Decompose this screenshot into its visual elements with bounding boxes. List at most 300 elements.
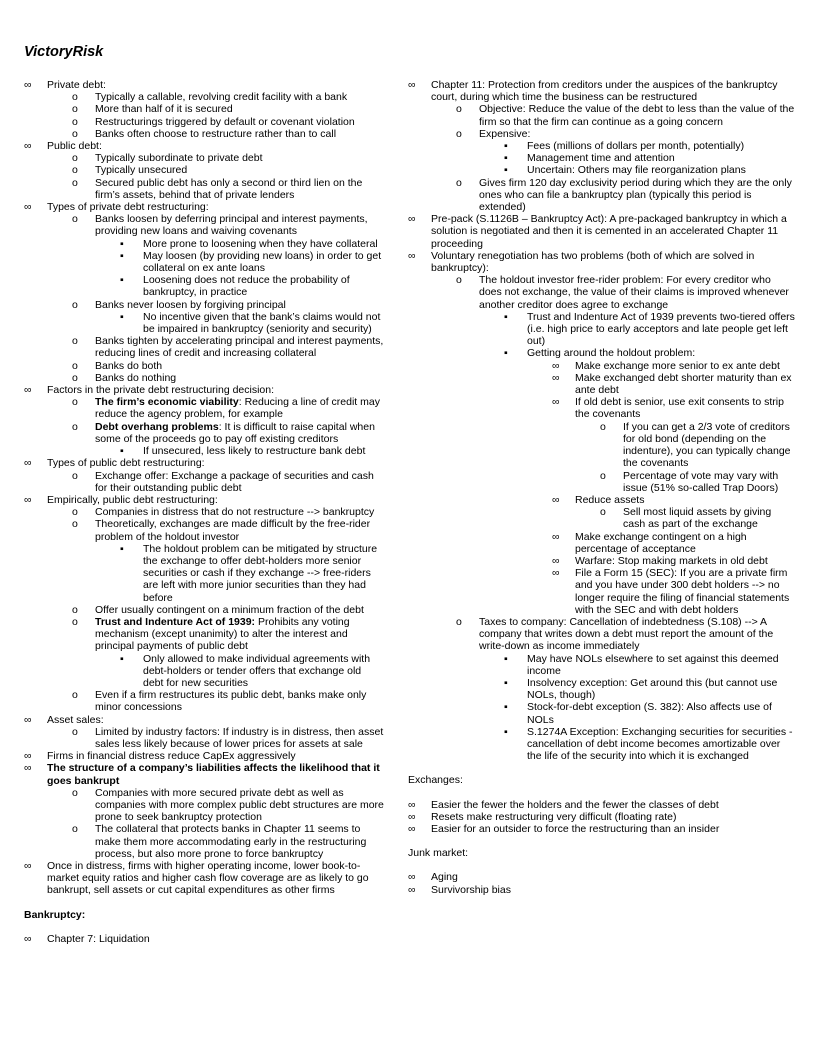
item-text: Make exchange more senior to ex ante debt — [575, 359, 780, 372]
list-item-text — [527, 653, 779, 677]
bullet-marker: ∞ — [408, 249, 416, 262]
bullet-marker: o — [72, 725, 78, 738]
list-item — [120, 250, 384, 274]
list-item — [408, 871, 796, 883]
list-item-text — [575, 555, 768, 567]
bold-term: Debt overhang problems — [95, 420, 219, 433]
list-item — [504, 677, 796, 701]
item-text: Secured public debt has only a second or third lien on the firm’s assets, behind that of private lenders — [95, 176, 363, 201]
item-text: Expensive: — [479, 127, 531, 140]
list-item-text — [95, 787, 384, 823]
list-item — [504, 311, 796, 348]
list-item-text — [143, 250, 381, 274]
list-item-text — [95, 396, 380, 420]
item-text: Banks tighten by accelerating principal and interest payments, reducing lines of credit and increasing collateral — [95, 335, 384, 360]
item-text: Banks do both — [95, 359, 163, 372]
bullet-marker: o — [72, 115, 78, 128]
bullet-list — [456, 103, 796, 213]
list-item-text — [95, 335, 383, 359]
list-item-text — [95, 470, 374, 494]
list-item — [408, 823, 796, 835]
bullet-marker: ▪ — [120, 310, 124, 323]
list-item-text — [143, 311, 380, 335]
list-item — [24, 933, 384, 945]
list-item — [72, 177, 384, 201]
list-item — [408, 811, 796, 823]
list-item — [600, 470, 796, 494]
bullet-marker: ▪ — [504, 152, 508, 165]
item-text: Firms in financial distress reduce CapEx aggressively — [47, 750, 296, 763]
item-text: Banks often choose to restructure rather than to call — [95, 127, 337, 140]
item-text: The holdout investor free-rider problem: For every creditor who does not exchange, the value of their claims is improved whenever another creditor does agree to exchange — [479, 274, 789, 311]
bullet-marker: ∞ — [552, 493, 560, 506]
item-text: Make exchange contingent on a high percentage of acceptance — [575, 530, 747, 555]
bullet-marker: o — [456, 103, 462, 116]
bullet-marker: ▪ — [120, 237, 124, 250]
list-item — [504, 152, 796, 164]
item-text: Fees (millions of dollars per month, potentially) — [527, 140, 745, 153]
list-item — [504, 701, 796, 725]
bold-term: The firm’s economic viability — [95, 396, 239, 409]
list-item-text — [479, 177, 792, 213]
bullet-list — [24, 79, 384, 897]
item-text: Offer usually contingent on a minimum fraction of the debt — [95, 603, 364, 616]
list-item — [24, 714, 384, 751]
list-item — [552, 396, 796, 494]
bullet-list — [120, 311, 384, 335]
list-item — [72, 787, 384, 824]
list-item — [24, 494, 384, 714]
item-text: Typically unsecured — [95, 164, 188, 177]
bold-term: Trust and Indenture Act of 1939: — [95, 615, 256, 628]
item-text: Pre-pack (S.1126B – Bankruptcy Act): A pre-packaged bankruptcy in which a solution is negotiated and then it is cemented in an accelerated Chapter 11 proceeding — [431, 213, 787, 250]
bullet-marker: o — [72, 103, 78, 116]
list-item — [552, 360, 796, 372]
bullet-marker: o — [72, 371, 78, 384]
item-text: Factors in the private debt restructuring decision: — [47, 384, 275, 397]
list-item-text — [575, 567, 789, 616]
item-text: No incentive given that the bank’s claims would not be impaired in bankruptcy (seniority and security) — [143, 310, 381, 336]
list-item-text — [575, 531, 747, 555]
item-text: Banks loosen by deferring principal and interest payments, providing new loans and waiving covenants — [95, 213, 368, 238]
list-item — [120, 653, 384, 690]
list-item — [72, 213, 384, 298]
item-text: Easier for an outsider to force the restructuring than an insider — [431, 822, 720, 835]
list-item — [504, 347, 796, 615]
list-item-text — [143, 445, 365, 457]
list-item-text — [143, 543, 377, 604]
bullet-marker: ▪ — [504, 725, 508, 738]
list-item — [504, 140, 796, 152]
bullet-marker: ∞ — [552, 396, 560, 409]
list-item-text — [143, 653, 370, 689]
list-item-text — [95, 518, 370, 542]
item-text: Management time and attention — [527, 152, 675, 165]
list-item-text — [47, 384, 274, 396]
bullet-marker: o — [72, 469, 78, 482]
list-item — [600, 421, 796, 470]
list-item-text — [95, 103, 233, 115]
bullet-list — [408, 79, 796, 762]
list-item — [72, 604, 384, 616]
section-label: Exchanges: — [408, 774, 463, 787]
bullet-marker: ∞ — [408, 810, 416, 823]
bullet-marker: ∞ — [24, 762, 32, 775]
item-text: Loosening does not reduce the probability of bankruptcy, in practice — [143, 274, 350, 299]
list-item-text — [479, 128, 530, 140]
item-text: Empirically, public debt restructuring: — [47, 493, 218, 506]
item-text: May loosen (by providing new loans) in order to get collateral on ex ante loans — [143, 249, 382, 275]
list-item-text — [527, 677, 777, 701]
list-item — [552, 494, 796, 531]
list-item — [120, 238, 384, 250]
bullet-list — [408, 799, 796, 836]
list-item — [72, 726, 384, 750]
bullet-marker: ∞ — [24, 493, 32, 506]
list-item-text — [431, 799, 719, 811]
bullet-marker: o — [72, 176, 78, 189]
bullet-marker: o — [72, 420, 78, 433]
item-text: Percentage of vote may vary with issue (51% so-called Trap Doors) — [623, 469, 779, 494]
item-text: Reduce assets — [575, 493, 645, 506]
bullet-marker: o — [600, 469, 606, 482]
list-item-text — [47, 201, 209, 213]
item-text: Voluntary renegotiation has two problems (both of which are solved in bankruptcy): — [431, 249, 755, 275]
list-item — [72, 152, 384, 164]
list-item-text — [95, 152, 263, 164]
item-text: Taxes to company: Cancellation of indebtedness (S.108) --> A company that writes down a debt must report the amount of the write-down as income immediately — [479, 615, 774, 653]
item-text: Make exchanged debt shorter maturity than ex ante debt — [575, 371, 792, 397]
item-text: Chapter 11: Protection from creditors under the auspices of the bankruptcy court, during which time the business can be restructured — [431, 79, 778, 104]
list-item — [552, 555, 796, 567]
item-text: Gives firm 120 day exclusivity period during which they are the only ones who can file a bankruptcy plan (typically this period is extended) — [479, 176, 792, 214]
list-item — [120, 445, 384, 457]
bullet-marker: o — [72, 786, 78, 799]
list-item-text — [527, 164, 746, 176]
item-text: Types of private debt restructuring: — [47, 201, 209, 214]
item-text: Once in distress, firms with higher operating income, lower book-to-market equity ratios and higher cash flow coverage are as likely to go bankrupt, sell assets or cut capital expenditures as other firms — [47, 860, 369, 897]
list-item-text — [623, 470, 778, 494]
list-item-text — [95, 689, 366, 713]
list-item — [120, 274, 384, 298]
bullet-marker: ∞ — [408, 871, 416, 884]
list-item — [72, 103, 384, 115]
item-text: Types of public debt restructuring: — [47, 457, 205, 470]
bullet-marker: ∞ — [24, 457, 32, 470]
list-item — [24, 750, 384, 762]
list-item-text — [623, 421, 791, 470]
bullet-list — [504, 311, 796, 616]
bullet-marker: ∞ — [408, 79, 416, 91]
list-item — [600, 506, 796, 530]
list-item-text — [527, 726, 793, 762]
bullet-marker: ▪ — [120, 249, 124, 262]
bullet-marker: o — [72, 164, 78, 177]
bullet-marker: o — [72, 603, 78, 616]
bullet-marker: o — [72, 396, 78, 409]
list-item — [72, 128, 384, 140]
bullet-marker: ∞ — [408, 822, 416, 835]
bullet-list — [504, 140, 796, 177]
list-item — [72, 164, 384, 176]
item-text: Exchange offer: Exchange a package of securities and cash for their outstanding public debt — [95, 469, 374, 494]
bullet-marker: o — [72, 127, 78, 140]
list-item-text — [431, 250, 754, 274]
list-item-text — [575, 360, 780, 372]
bullet-marker: o — [72, 359, 78, 372]
list-item-text — [479, 103, 794, 127]
list-item-text — [527, 311, 795, 347]
list-item — [72, 616, 384, 689]
item-text: If unsecured, less likely to restructure bank debt — [143, 445, 366, 458]
list-item — [24, 140, 384, 201]
item-text: Stock-for-debt exception (S. 382): Also affects use of NOLs — [527, 701, 772, 726]
section-heading: Bankruptcy: — [24, 908, 86, 921]
list-item-text — [47, 714, 104, 726]
list-item-text — [527, 152, 675, 164]
list-item — [72, 335, 384, 359]
list-item-text — [95, 616, 350, 652]
list-item-text — [47, 933, 150, 945]
list-item-text — [95, 421, 375, 445]
list-item — [504, 164, 796, 176]
item-text: Asset sales: — [47, 713, 104, 726]
item-text: Getting around the holdout problem: — [527, 347, 696, 360]
list-item-text — [527, 140, 744, 152]
list-item-text — [431, 213, 787, 249]
item-text: Banks do nothing — [95, 371, 177, 384]
bullet-marker: o — [72, 689, 78, 702]
list-item-text — [431, 871, 458, 883]
list-item-text — [479, 616, 773, 652]
bullet-list — [504, 653, 796, 763]
item-text: Only allowed to make individual agreements with debt-holders or tender offers that exchange old debt for new securities — [143, 652, 371, 689]
item-text: : It is difficult to raise capital when some of the proceeds go to pay off existing creditors — [95, 420, 375, 445]
item-text: Prohibits any voting mechanism (except unanimity) to alter the interest and principal payments of public debt — [95, 615, 350, 653]
item-text: Public debt: — [47, 140, 102, 153]
bullet-marker: o — [72, 298, 78, 311]
bullet-marker: o — [456, 176, 462, 189]
list-item — [24, 762, 384, 860]
item-text: The collateral that protects banks in Chapter 11 seems to make them more accommodating early in the restructuring process, but also more prone to force bankruptcy — [95, 823, 367, 860]
bullet-list — [72, 787, 384, 860]
bullet-marker: ∞ — [552, 567, 560, 580]
item-text: Private debt: — [47, 79, 106, 91]
item-text: Uncertain: Others may file reorganization plans — [527, 164, 746, 177]
list-item-text — [431, 823, 719, 835]
bullet-list — [456, 274, 796, 762]
list-item — [24, 201, 384, 384]
list-item — [72, 506, 384, 518]
list-item — [72, 823, 384, 860]
bullet-list — [552, 360, 796, 616]
list-item — [24, 457, 384, 494]
bullet-list — [72, 213, 384, 384]
item-text: Banks never loosen by forgiving principal — [95, 298, 286, 311]
item-text: Typically a callable, revolving credit facility with a bank — [95, 91, 348, 104]
item-text: Trust and Indenture Act of 1939 prevents two-tiered offers (i.e. high price to early acceptors and late people get left out) — [527, 310, 795, 348]
bullet-marker: ∞ — [24, 140, 32, 153]
list-item — [72, 116, 384, 128]
bullet-marker: ∞ — [408, 883, 416, 896]
list-item — [504, 653, 796, 677]
item-text: Companies in distress that do not restructure --> bankruptcy — [95, 506, 375, 519]
list-item-text — [95, 604, 364, 616]
list-item-text — [527, 347, 695, 359]
list-item-text — [47, 140, 102, 152]
list-item-text — [47, 750, 296, 762]
bullet-marker: ∞ — [24, 860, 32, 872]
list-item — [408, 213, 796, 250]
bullet-marker: o — [72, 518, 78, 531]
item-text: If old debt is senior, use exit consents to strip the covenants — [575, 396, 784, 421]
bullet-marker: ∞ — [24, 932, 32, 945]
bullet-list — [72, 396, 384, 457]
bullet-marker: o — [600, 420, 606, 433]
bullet-marker: o — [456, 127, 462, 140]
list-item — [120, 311, 384, 335]
list-item — [552, 372, 796, 396]
item-text: Typically subordinate to private debt — [95, 152, 263, 165]
list-item — [552, 567, 796, 616]
bullet-list — [72, 470, 384, 494]
bullet-marker: ▪ — [120, 652, 124, 665]
bullet-marker: ▪ — [504, 676, 508, 689]
list-item-text — [575, 372, 792, 396]
bullet-marker: ▪ — [120, 445, 124, 458]
list-item — [72, 518, 384, 603]
bullet-list — [72, 726, 384, 750]
list-item-text — [431, 811, 676, 823]
bold-term: The structure of a company’s liabilities affects the likelihood that it goes bankrupt — [47, 762, 380, 787]
bullet-marker: ▪ — [504, 310, 508, 323]
bullet-marker: ▪ — [504, 140, 508, 153]
bullet-list — [120, 445, 384, 457]
list-item-text — [575, 396, 784, 420]
list-item — [72, 372, 384, 384]
bullet-marker: ▪ — [120, 274, 124, 287]
bullet-marker: ▪ — [504, 701, 508, 714]
list-item — [72, 689, 384, 713]
list-item-text — [431, 884, 511, 896]
item-text: Companies with more secured private debt as well as companies with more complex public debt structures are more prone to seek bankruptcy protection — [95, 786, 384, 824]
list-item-text — [95, 372, 176, 384]
list-item-text — [575, 494, 644, 506]
list-item-text — [95, 823, 366, 859]
list-item-text — [47, 79, 106, 91]
list-item — [408, 884, 796, 896]
list-item-text — [47, 494, 218, 506]
list-item — [456, 177, 796, 214]
list-item — [72, 91, 384, 103]
bullet-list — [120, 653, 384, 690]
bullet-list — [72, 91, 384, 140]
list-item — [72, 470, 384, 494]
item-text: Survivorship bias — [431, 883, 511, 896]
document-title: VictoryRisk — [24, 44, 104, 60]
list-item — [24, 384, 384, 457]
left-column — [24, 79, 384, 945]
list-item-text — [143, 274, 350, 298]
bullet-marker: ∞ — [408, 213, 416, 226]
list-item-text — [623, 506, 771, 530]
bullet-marker: o — [456, 274, 462, 287]
bullet-marker: ▪ — [504, 652, 508, 665]
bullet-list — [600, 506, 796, 530]
item-text: Insolvency exception: Get around this (but cannot use NOLs, though) — [527, 676, 778, 702]
list-item-text — [95, 91, 347, 103]
bullet-list — [120, 543, 384, 604]
bullet-marker: o — [72, 91, 78, 104]
bullet-list — [72, 506, 384, 713]
list-item-text — [527, 701, 772, 725]
item-text: Objective: Reduce the value of the debt to less than the value of the firm so that the firm can continue as a going concern — [479, 103, 795, 128]
bullet-marker: ▪ — [504, 164, 508, 177]
bullet-list — [24, 933, 384, 945]
list-item-text — [95, 128, 336, 140]
item-text: Restructurings triggered by default or covenant violation — [95, 115, 355, 128]
list-item-text — [95, 116, 355, 128]
item-text: Chapter 7: Liquidation — [47, 932, 150, 945]
list-item-text — [95, 360, 162, 372]
list-item — [24, 860, 384, 897]
bullet-marker: o — [600, 506, 606, 519]
bullet-marker: ∞ — [408, 798, 416, 811]
item-text: More than half of it is secured — [95, 103, 233, 116]
bullet-marker: ∞ — [24, 384, 32, 397]
list-item — [72, 360, 384, 372]
item-text: : Reducing a line of credit may reduce the agency problem, for example — [95, 396, 380, 421]
item-text: S.1274A Exception: Exchanging securities for securities - cancellation of debt income becomes amortizable over the life of the security into which it is exchanged — [527, 725, 793, 763]
item-text: More prone to loosening when they have collateral — [143, 237, 378, 250]
list-item — [456, 274, 796, 616]
list-item-text — [95, 164, 187, 176]
bullet-marker: o — [72, 823, 78, 836]
item-text: Easier the fewer the holders and the fewer the classes of debt — [431, 798, 719, 811]
list-item-text — [95, 726, 383, 750]
bullet-marker: ∞ — [24, 713, 32, 726]
list-item — [72, 396, 384, 420]
bullet-marker: ∞ — [552, 371, 560, 384]
bullet-list — [408, 871, 796, 895]
list-item-text — [95, 299, 286, 311]
bullet-marker: ∞ — [552, 554, 560, 567]
item-text: File a Form 15 (SEC): If you are a private firm and you have under 300 debt holders --> no longer require the filing of financial statements with the SEC and with debt holders — [575, 567, 790, 616]
list-item — [408, 250, 796, 763]
bullet-marker: ∞ — [552, 530, 560, 543]
list-item-text — [431, 79, 778, 103]
list-item-text — [47, 860, 369, 896]
list-item-text — [95, 213, 368, 237]
item-text: Even if a firm restructures its public debt, banks make only minor concessions — [95, 689, 367, 714]
list-item — [408, 799, 796, 811]
item-text: Resets make restructuring very difficult (floating rate) — [431, 810, 677, 823]
bullet-marker: o — [72, 615, 78, 628]
bullet-marker: ∞ — [24, 201, 32, 214]
item-text: Theoretically, exchanges are made difficult by the free-rider problem of the holdout investor — [95, 518, 371, 543]
list-item — [456, 103, 796, 127]
item-text: If you can get a 2/3 vote of creditors for old bond (depending on the indenture), you can typically change the covenants — [623, 420, 791, 470]
item-text: Limited by industry factors: If industry is in distress, then asset sales less likely because of lower prices for assets at sale — [95, 725, 384, 750]
bullet-marker: ∞ — [24, 79, 32, 91]
bullet-marker: ▪ — [120, 542, 124, 555]
item-text: Warfare: Stop making markets in old debt — [575, 554, 768, 567]
list-item — [72, 299, 384, 336]
list-item-text — [143, 238, 378, 250]
list-item — [456, 616, 796, 762]
right-column — [408, 79, 796, 896]
list-item-text — [95, 506, 374, 518]
